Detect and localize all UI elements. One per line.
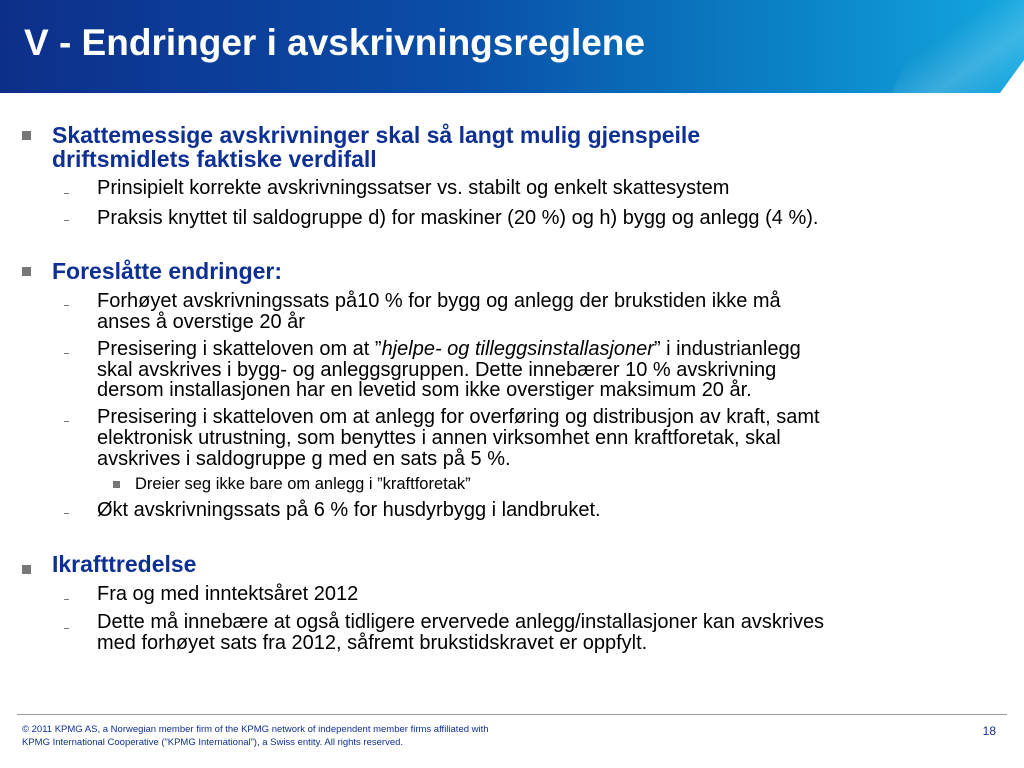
- list-item-line: elektronisk utrustning, som benyttes i annen virksomhet enn kraftforetak, skal: [97, 427, 781, 449]
- list-item-line: avskrives i saldogruppe g med en sats på 5 %.: [97, 448, 511, 470]
- item-italic-text: hjelpe- og tilleggsinstallasjoner: [381, 338, 654, 360]
- list-item-line: skal avskrives i bygg- og anleggsgruppen. Dette innebærer 10 % avskrivning: [97, 359, 777, 381]
- list-item-line: Presisering i skatteloven om at anlegg for overføring og distribusjon av kraft, samt: [97, 406, 820, 428]
- section-heading-1-line-1: Skattemessige avskrivninger skal så langt mulig gjenspeile: [52, 122, 701, 148]
- footer-copyright: [22, 723, 622, 749]
- list-item-line: dersom installasjonen har en levetid som ikke overstiger maksimum 20 år.: [97, 379, 752, 401]
- section-heading-3: Ikrafttredelse: [52, 551, 197, 577]
- slide-title: V - Endringer i avskrivningsreglene: [24, 22, 645, 63]
- list-item-line: Dette må innebære at også tidligere ervervede anlegg/installasjoner kan avskrives: [97, 611, 825, 633]
- list-item-line: Forhøyet avskrivningssats på10 % for bygg og anlegg der brukstiden ikke må: [97, 290, 781, 312]
- dash-bullet-icon: [64, 421, 69, 422]
- list-item: Fra og med inntektsåret 2012: [97, 583, 359, 605]
- small-square-bullet-icon: [113, 481, 120, 488]
- copyright-line-2: KPMG International Cooperative (”KPMG International”), a Swiss entity. All rights reserved.: [22, 737, 404, 748]
- list-item: Prinsipielt korrekte avskrivningssatser vs. stabilt og enkelt skattesystem: [97, 177, 730, 199]
- dash-bullet-icon: [64, 628, 69, 629]
- dash-bullet-icon: [64, 220, 69, 221]
- dash-bullet-icon: [64, 353, 69, 354]
- dash-bullet-icon: [64, 305, 69, 306]
- dash-bullet-icon: [64, 193, 69, 194]
- square-bullet-icon: [22, 565, 31, 574]
- footer-divider: [17, 714, 1007, 715]
- list-item: Økt avskrivningssats på 6 % for husdyrbygg i landbruket.: [97, 499, 601, 521]
- list-item-line: anses å overstige 20 år: [97, 311, 305, 333]
- square-bullet-icon: [22, 267, 31, 276]
- slide-header: [0, 0, 1024, 93]
- list-item-line: med forhøyet sats fra 2012, såfremt brukstidskravet er oppfylt.: [97, 632, 648, 654]
- header-corner-notch: [1000, 60, 1024, 93]
- item-text: Presisering i skatteloven om at ”: [97, 338, 382, 360]
- sub-list-item: Dreier seg ikke bare om anlegg i ”kraftforetak”: [135, 475, 471, 493]
- list-item: Praksis knyttet til saldogruppe d) for maskiner (20 %) og h) bygg og anlegg (4 %).: [97, 207, 819, 229]
- list-item-line: [97, 339, 997, 360]
- section-heading-1-line-2: driftsmidlets faktiske verdifall: [52, 146, 377, 172]
- page-number: 18: [982, 724, 996, 738]
- square-bullet-icon: [22, 131, 31, 140]
- dash-bullet-icon: [64, 599, 69, 600]
- item-text: ” i industrianlegg: [653, 338, 801, 360]
- dash-bullet-icon: [64, 513, 69, 514]
- section-heading-2: Foreslåtte endringer:: [52, 258, 283, 284]
- copyright-line-1: © 2011 KPMG AS, a Norwegian member firm of the KPMG network of independent member firms affiliated with: [22, 724, 489, 735]
